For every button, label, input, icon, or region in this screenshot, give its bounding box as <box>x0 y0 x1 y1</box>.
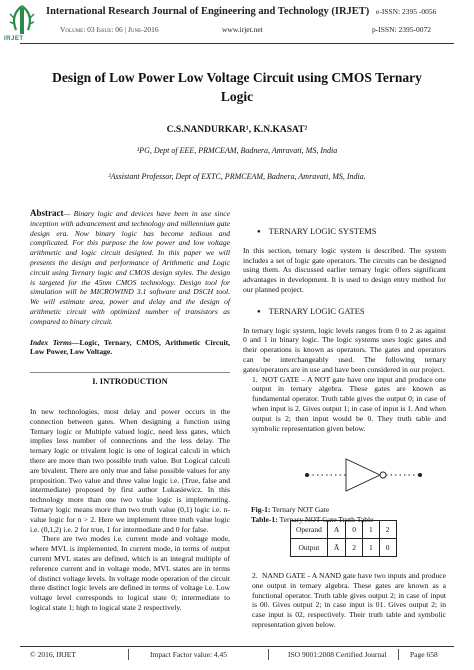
table-cell: 2 <box>379 521 396 539</box>
journal-name: International Research Journal of Engineering and Technology (IRJET) <box>46 6 370 17</box>
logo-text: IRJET <box>4 36 24 42</box>
footer-separator <box>398 649 399 660</box>
footer-separator <box>128 649 129 660</box>
intro-paragraph-1: In new technologies, most delay and power occurs in the connection between gates. When designing a function using Ternary logic or Multiple valued logic, need less gates, which implies less number of connections and the less delay. The ternary logic or trivalent logic is one of logical calculi in which there are more than two possible truth value. But Logical calculi are bivalent. There are only true and false possible values for any proposition. Two value and three value logic i.e. (True, false and intermediate) proposed by first author Lukasiewicz. In this technology more than one two value logic is implementing. Ternary logic means more than two truth value (0,1) logic i.e. n-value logic for n > 2. Here we implement three truth value logic i.e. (0,1,2) i.e. 2 for true, 1 for intermediate and 0 for false. <box>30 406 230 534</box>
ternary-logic-gates-paragraph: In ternary logic system, logic levels ranges from 0 to 2 as against 0 and 1 in binary logic. The logic systems uses logic gates and their operations is known as operators. The gates and operators can be interchangeably used. The following ternary gates/operators are in use and have been considered in our project. <box>243 325 446 374</box>
figure-caption-text: Ternary NOT Gate <box>270 505 330 515</box>
paper-title: Design of Low Power Low Voltage Circuit using CMOS Ternary Logic <box>52 70 422 104</box>
table-label: Table-1: <box>251 515 278 525</box>
table-cell: 2 <box>346 539 363 557</box>
figure-caption <box>251 505 446 515</box>
pissn: p-ISSN: 2395-0072 <box>372 25 431 34</box>
table-cell-label: Operand <box>291 521 328 539</box>
affiliation-1: ¹PG, Dept of EEE, PRMCEAM, Badnera, Amravati, MS, India <box>136 146 338 155</box>
ternary-logic-systems-paragraph: In this section, ternary logic system is described. The system includes a set of logic gate operators. The circuits can be designed using them. As discussed earlier ternary logic offers significant advantages in development. It is used to design entry method for our planned project. <box>243 245 446 294</box>
not-gate-icon <box>305 459 422 491</box>
table-caption-text: Ternary NOT Gate Truth Table <box>277 515 374 525</box>
table-cell: 0 <box>379 539 396 557</box>
section-heading-ternary-logic-systems: ● TERNARY LOGIC SYSTEMS <box>257 227 446 238</box>
table-cell-label: Output <box>291 539 328 557</box>
nand-gate-text: NAND GATE - A NAND gate have two inputs and produce one output in ternary algebra. These gates are known as a functional operator. Truth table gives output 2; in case of input is 00. Gives output 2; in case input is 01. Gives output 2; in case input is 02, respectively. Their truth table and symbolic representation given below. <box>252 570 446 629</box>
right-column <box>243 227 446 630</box>
section-heading-ternary-logic-gates: ● TERNARY LOGIC GATES <box>257 307 446 318</box>
journal-header <box>0 0 474 48</box>
figure-label: Fig-1: <box>251 505 271 515</box>
abstract-text: — Binary logic and devices have been in use since inception with advancement and technology and millennium gate design era. Now binary logic has become tedious and complicated. For this purpose the low power and low voltage arithmetic and logic circuit designed. In this paper we will presents the design and performance of Arithmetic and Logic circuit using Ternary logic and CMOS design styles. The design is targeted for the 45nm CMOS technology. Design tool for simulation will be MICROWIND 3.1 software and DSCH tool. We will estimate area, power and delay and the design of arithmetic circuit with optimized number of transistors as compared to binary circuit. <box>30 209 230 326</box>
footer-iso: ISO 9001:2008 Certified Journal <box>288 650 387 659</box>
table-cell: 1 <box>363 539 380 557</box>
intro-paragraph-2: There are two modes i.e. current mode and voltage mode, where MVL is implemented. In current mode, in terms of output current MVL states are defined, which is an integral multiple of reference current and in voltage mode, MVL states are in terms of distinct voltage levels. In voltage mode operation of the circuit three distinct logic levels are defined in terms of voltage i.e. Low voltage level corresponds to logical state 0; intermediate to logical state 1; high to logical state 2 respectively. <box>30 534 230 612</box>
footer-page-number: Page 658 <box>410 650 438 659</box>
table-row <box>291 539 397 557</box>
list-item-not-gate <box>252 375 446 434</box>
footer-separator <box>268 649 269 660</box>
ternary-not-gate-figure <box>300 453 430 497</box>
left-column <box>30 209 230 613</box>
index-terms-label: Index Terms <box>30 337 72 347</box>
list-item-nand-gate <box>252 571 446 630</box>
abstract-label: Abstract <box>30 208 64 218</box>
volume-issue: Volume: 03 Issue: 06 | June-2016 <box>60 25 159 34</box>
affiliation-2: ²Assistant Professor, Dept of EXTC, PRMCEAM, Badnera, Amravati, MS, India. <box>108 172 366 181</box>
list-number-1: 1. <box>252 374 258 384</box>
not-gate-truth-table <box>290 520 397 557</box>
footer-copyright: © 2016, IRJET <box>30 650 76 659</box>
list-number-2: 2. <box>252 570 258 580</box>
footer-impact-factor: Impact Factor value: 4.45 <box>150 650 228 659</box>
not-gate-text: NOT GATE – A NOT gate have one input and produce one output in ternary algebra. These gates are known as fundamental operator. Truth table gives the output 0; in case of when input is 2. Gives output 1; in case of input is 1. And when output is 2; then input would be 0. They truth table and symbolic representation given below. <box>252 374 446 433</box>
header-rule <box>20 43 454 44</box>
footer-rule <box>20 646 454 647</box>
index-terms <box>30 338 230 358</box>
index-terms-text: —Logic, Ternary, CMOS, Arithmetic Circuit, Low Power, Low Voltage. <box>30 337 230 357</box>
eissn: e-ISSN: 2395 -0056 <box>376 7 437 16</box>
journal-website[interactable]: www.irjet.net <box>222 25 263 34</box>
table-cell: Ā <box>327 539 345 557</box>
section-heading-introduction: I. INTRODUCTION <box>30 372 230 387</box>
authors: C.S.NANDURKAR¹, K.N.KASAT² <box>166 125 308 135</box>
table-cell: 1 <box>363 521 380 539</box>
table-cell: A <box>327 521 345 539</box>
abstract <box>30 209 230 327</box>
table-cell: 0 <box>346 521 363 539</box>
table-row <box>291 521 397 539</box>
